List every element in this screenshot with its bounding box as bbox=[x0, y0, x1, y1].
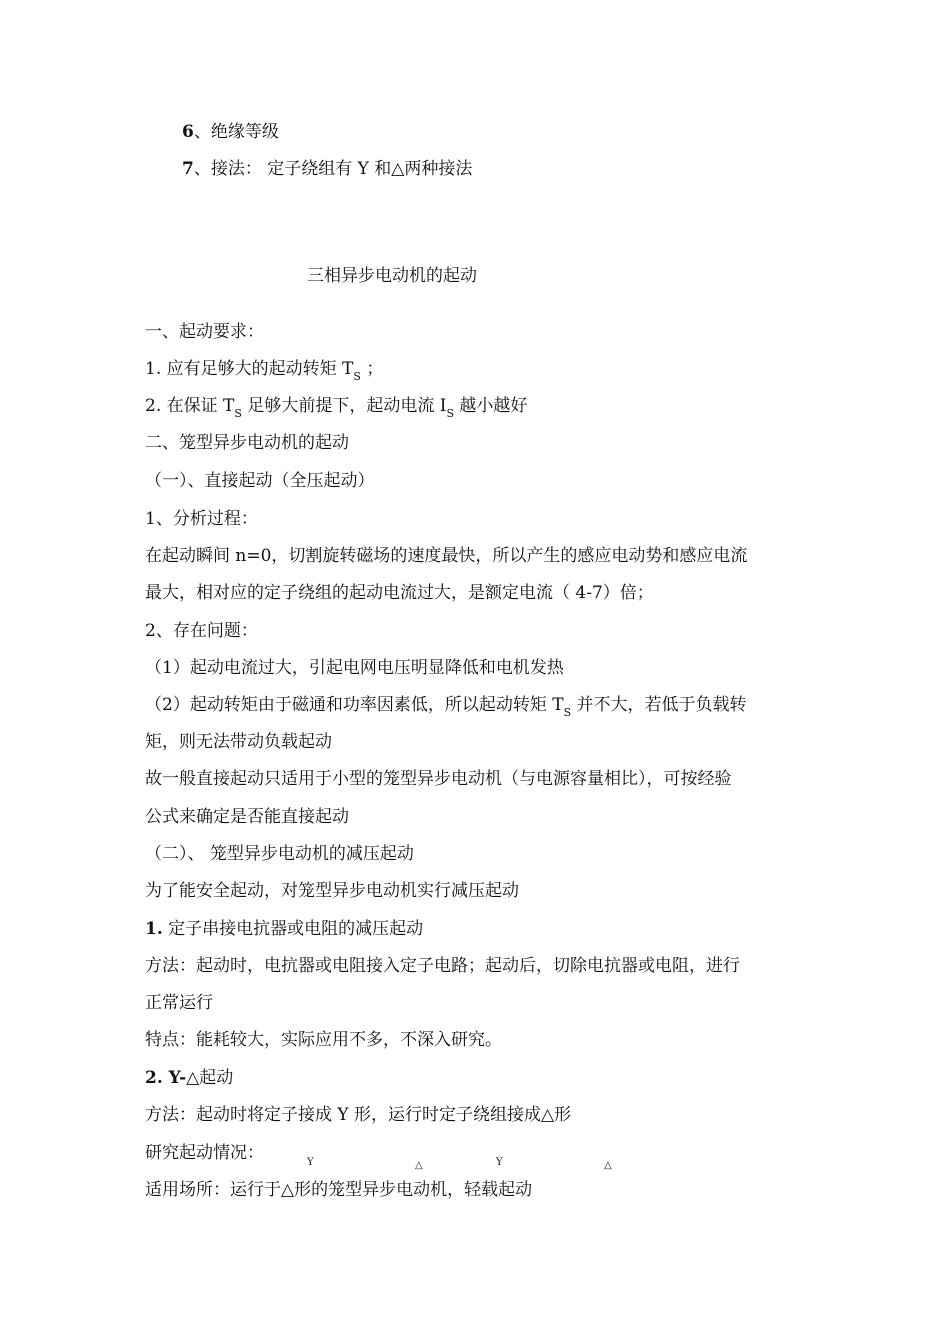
requirement-2 bbox=[145, 395, 528, 421]
reduced-start-intro: 为了能安全起动，对笼型异步电动机实行减压起动 bbox=[145, 881, 519, 901]
requirement-2-text: 2. 在保证 T bbox=[145, 396, 235, 416]
conclusion-line-1: 故一般直接起动只适用于小型的笼型异步电动机（与电源容量相比），可按经验 bbox=[145, 769, 732, 789]
reduced-start-heading: （二）、 笼型异步电动机的减压起动 bbox=[145, 844, 414, 864]
method-2-study: 研究起动情况： bbox=[145, 1143, 264, 1163]
requirement-1-end: ； bbox=[360, 359, 384, 379]
method-2-apply: 适用场所：运行于△形的笼型异步电动机，轻载起动 bbox=[145, 1180, 533, 1200]
problem-2-end: 并不大，若低于负载转 bbox=[571, 695, 747, 715]
delta-mark-1: △ bbox=[415, 1160, 423, 1171]
requirement-2-end: 越小越好 bbox=[454, 396, 528, 416]
part2-heading: 二、笼型异步电动机的起动 bbox=[145, 433, 349, 453]
item-6-text: 、绝缘等级 bbox=[193, 122, 279, 142]
item-7 bbox=[182, 158, 472, 180]
method-2-heading bbox=[145, 1067, 233, 1089]
method-1-feature: 特点：能耗较大，实际应用不多，不深入研究。 bbox=[145, 1030, 502, 1050]
y-mark-2: Y bbox=[496, 1157, 503, 1168]
problem-heading: 2、存在问题： bbox=[145, 621, 258, 641]
method-2-method: 方法：起动时将定子接成 Y 形，运行时定子绕组接成△形 bbox=[145, 1105, 572, 1125]
method-2-number: 2. Y- bbox=[145, 1068, 187, 1088]
part1-heading: 一、起动要求： bbox=[145, 322, 264, 342]
item-6-number: 6 bbox=[182, 122, 194, 142]
section-title: 三相异步电动机的起动 bbox=[307, 266, 477, 286]
requirement-2-middle: 足够大前提下，起动电流 I bbox=[241, 396, 447, 416]
requirement-1-text: 1. 应有足够大的起动转矩 T bbox=[145, 359, 354, 379]
analysis-line-1: 在起动瞬间 n=0，切割旋转磁场的速度最快，所以产生的感应电动势和感应电流 bbox=[145, 546, 748, 566]
torque-subscript: S bbox=[563, 706, 572, 720]
method-1-heading bbox=[145, 918, 423, 940]
method-1-line-2: 正常运行 bbox=[145, 993, 213, 1013]
problem-2-line-2: 矩，则无法带动负载起动 bbox=[145, 732, 332, 752]
problem-2 bbox=[145, 694, 747, 720]
direct-start-heading: （一）、直接起动（全压起动） bbox=[145, 471, 375, 491]
problem-2-text: （2）起动转矩由于磁通和功率因素低，所以起动转矩 T bbox=[145, 695, 564, 715]
requirement-1 bbox=[145, 358, 384, 384]
conclusion-line-2: 公式来确定是否能直接起动 bbox=[145, 807, 349, 827]
problem-1: （1）起动电流过大，引起电网电压明显降低和电机发热 bbox=[145, 658, 564, 678]
delta-mark-2: △ bbox=[604, 1160, 612, 1171]
method-1-line-1: 方法：起动时，电抗器或电阻接入定子电路；起动后，切除电抗器或电阻，进行 bbox=[145, 956, 740, 976]
torque-subscript: S bbox=[234, 407, 242, 421]
y-mark-1: Y bbox=[307, 1157, 314, 1168]
item-6 bbox=[182, 121, 279, 143]
item-7-number: 7 bbox=[182, 159, 194, 179]
current-subscript: S bbox=[446, 407, 454, 421]
method-1-number: 1. bbox=[145, 919, 163, 939]
torque-subscript: S bbox=[353, 370, 361, 384]
item-7-text: 、接法： 定子绕组有 Y 和△两种接法 bbox=[193, 159, 473, 179]
method-1-title: 定子串接电抗器或电阻的减压起动 bbox=[162, 919, 424, 939]
method-2-title: △起动 bbox=[186, 1068, 234, 1088]
analysis-heading: 1、分析过程： bbox=[145, 509, 258, 529]
analysis-line-2: 最大，相对应的定子绕组的起动电流过大，是额定电流（ 4-7）倍； bbox=[145, 583, 654, 603]
